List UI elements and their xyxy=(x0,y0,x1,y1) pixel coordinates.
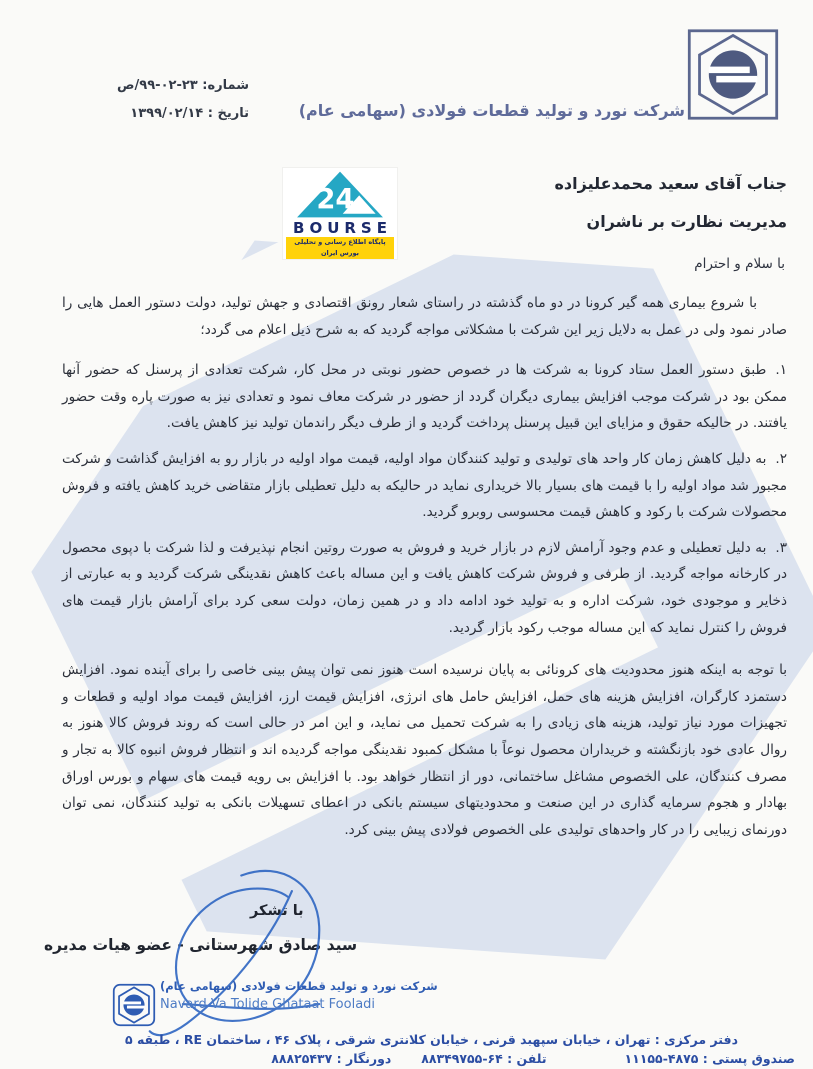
letter-body xyxy=(62,290,787,843)
footer-company-block xyxy=(160,977,440,1015)
list-item-3 xyxy=(62,535,787,641)
bourse-stamp xyxy=(283,168,397,259)
footer-pobox: صندوق پستی : ۴۸۷۵-۱۱۱۵۵ xyxy=(624,1051,795,1066)
letter-meta xyxy=(57,72,249,128)
signer-name-title: سید صادق شهرستانی - عضو هیات مدیره xyxy=(44,936,358,954)
footer-company-logo-icon xyxy=(112,978,156,1032)
letter-date: تاریخ : ۱۳۹۹/۰۲/۱۴ xyxy=(130,106,249,121)
recipient-block xyxy=(554,165,787,241)
salutation: با سلام و احترام xyxy=(694,256,785,272)
footer-fax: دورنگار : ۸۸۸۲۵۴۳۷ xyxy=(271,1051,392,1066)
closing-thanks: با تشکر xyxy=(250,903,304,919)
list-item-1 xyxy=(62,357,787,437)
company-logo-icon xyxy=(686,28,780,121)
list-number-3: ۳. xyxy=(775,539,787,556)
footer-company-name-en: Navard Va Tolide Ghataat Fooladi xyxy=(160,997,376,1012)
recipient-title: مدیریت نظارت بر ناشران xyxy=(586,212,787,231)
svg-text:24: 24 xyxy=(316,184,355,216)
footer-company-name-fa: شرکت نورد و تولید قطعات فولادی (سهامی عام) xyxy=(160,979,438,993)
list-text-3: به دلیل تعطیلی و عدم وجود آرامش لازم در بازار خرید و فروش به صورت روتین انجام نپذیرفت و لذا شرکت با دپوی محصول در کارخانه مواجه گردید. از طرفی و فروش شرکت کاهش یافت و این مساله باعث کاهش نقدینگی شرکت گردید و به عبارتی از ذخایر و موجودی خود، شرکت اداره و به تولید خود ادامه داد و در همین زمان، دولت سعی کرد برای آرامش بازار قیمت های فروش را کنترل نماید که این مساله موجب رکود بازار گردید. xyxy=(62,539,787,636)
list-text-2: به دلیل کاهش زمان کار واحد های تولیدی و تولید کنندگان مواد اولیه، قیمت مواد اولیه در بازار رو به افزایش گذاشت و شرکت مجبور شد مواد اولیه را با قیمت های بسیار بالا خریداری نماید در حالیکه به دلیل تعطیلی بازار متقاضی خرید کاهش یافته و فروش محصولات شرکت با رکود و کاهش قیمت محسوسی روبرو گردید. xyxy=(62,450,787,521)
footer-contact-row xyxy=(271,1051,795,1066)
list-number-1: ۱. xyxy=(775,362,787,379)
bourse-brand-text: BOURSE xyxy=(293,219,392,237)
intro-paragraph: با شروع بیماری همه گیر کرونا در دو ماه گذشته در راستای شعار رونق اقتصادی و جهش تولید، دولت دستور العمل هایی را صادر نمود ولی در عمل به دلایل زیر این شرکت با مشکلاتی مواجه گردید که به شرح ذیل اعلام می گردد؛ xyxy=(62,295,787,338)
footer-phone: تلفن : ۶۴-۸۸۳۴۹۷۵۵ xyxy=(421,1051,547,1066)
footer-address: دفتر مرکزی : تهران ، خیابان سپهبد قرنی ، خیابان کلانتری شرقی ، پلاک ۴۶ ، ساختمان RE ، طبقه ۵ xyxy=(124,1032,738,1047)
bourse-tagline: پایگاه اطلاع رسانی و تحلیلی بورس ایران xyxy=(286,237,394,259)
list-text-1: طبق دستور العمل ستاد کرونا به شرکت ها در خصوص حضور نوبتی در محل کار، شرکت تعدادی از پرسنل که حضور آنها ممکن بود در شرکت موجب افزایش بیماری دیگران گردد از حضور در شرکت معاف نمود و تعدادی نیز به صورت پاره وقت حضور یافتند. در حالیکه حقوق و مزایای این قبیل پرسنل پرداخت گردید و از طرف دیگر راندمان تولید نیز کاهش یافت. xyxy=(62,362,787,432)
list-item-2 xyxy=(62,446,787,526)
bourse-24-triangle-icon xyxy=(283,168,397,221)
closing-paragraph: با توجه به اینکه هنوز محدودیت های کرونائی به پایان نرسیده است هنوز نمی توان پیش بینی خاصی را برای آینده نمود. افزایش دستمزد کارگران، افزایش هزینه های حمل، افزایش حامل های انرژی، افزایش قیمت ارز، افزایش قیمت مواد اولیه و قطعات و تجهیزات مورد نیاز تولید، هزینه های زیادی را به شرکت تحمیل می نماید، و این امر در حالی است که روند فروش کالا هنوز به روال عادی خود بازنگشته و خریداران محصول نوعاً با مشکل کمبود نقدینگی مواجه گردیده اند و انتظار فروش انبوه کالا به تجار و مصرف کنندگان، علی الخصوص مشاغل ساختمانی، دور از انتظار خواهد بود. با افزایش بی رویه قیمت های سهام و بورس اوراق بهادار و هجوم سرمایه گذاری در این صنعت و محدودیتهای سیستم بانکی در اعطای تسهیلات بانکی به تولید کنندگان، نمی توان دورنمای زیبایی را در کار واحدهای تولیدی علی الخصوص فولادی پیش بینی کرد. xyxy=(62,662,787,838)
recipient-name: جناب آقای سعید محمدعلیزاده xyxy=(554,174,787,193)
company-name: شرکت نورد و تولید قطعات فولادی (سهامی عام) xyxy=(298,101,685,120)
list-number-2: ۲. xyxy=(775,450,787,467)
letter-number: شماره: ۲۳-۰۲-۹۹/ص xyxy=(117,78,249,93)
